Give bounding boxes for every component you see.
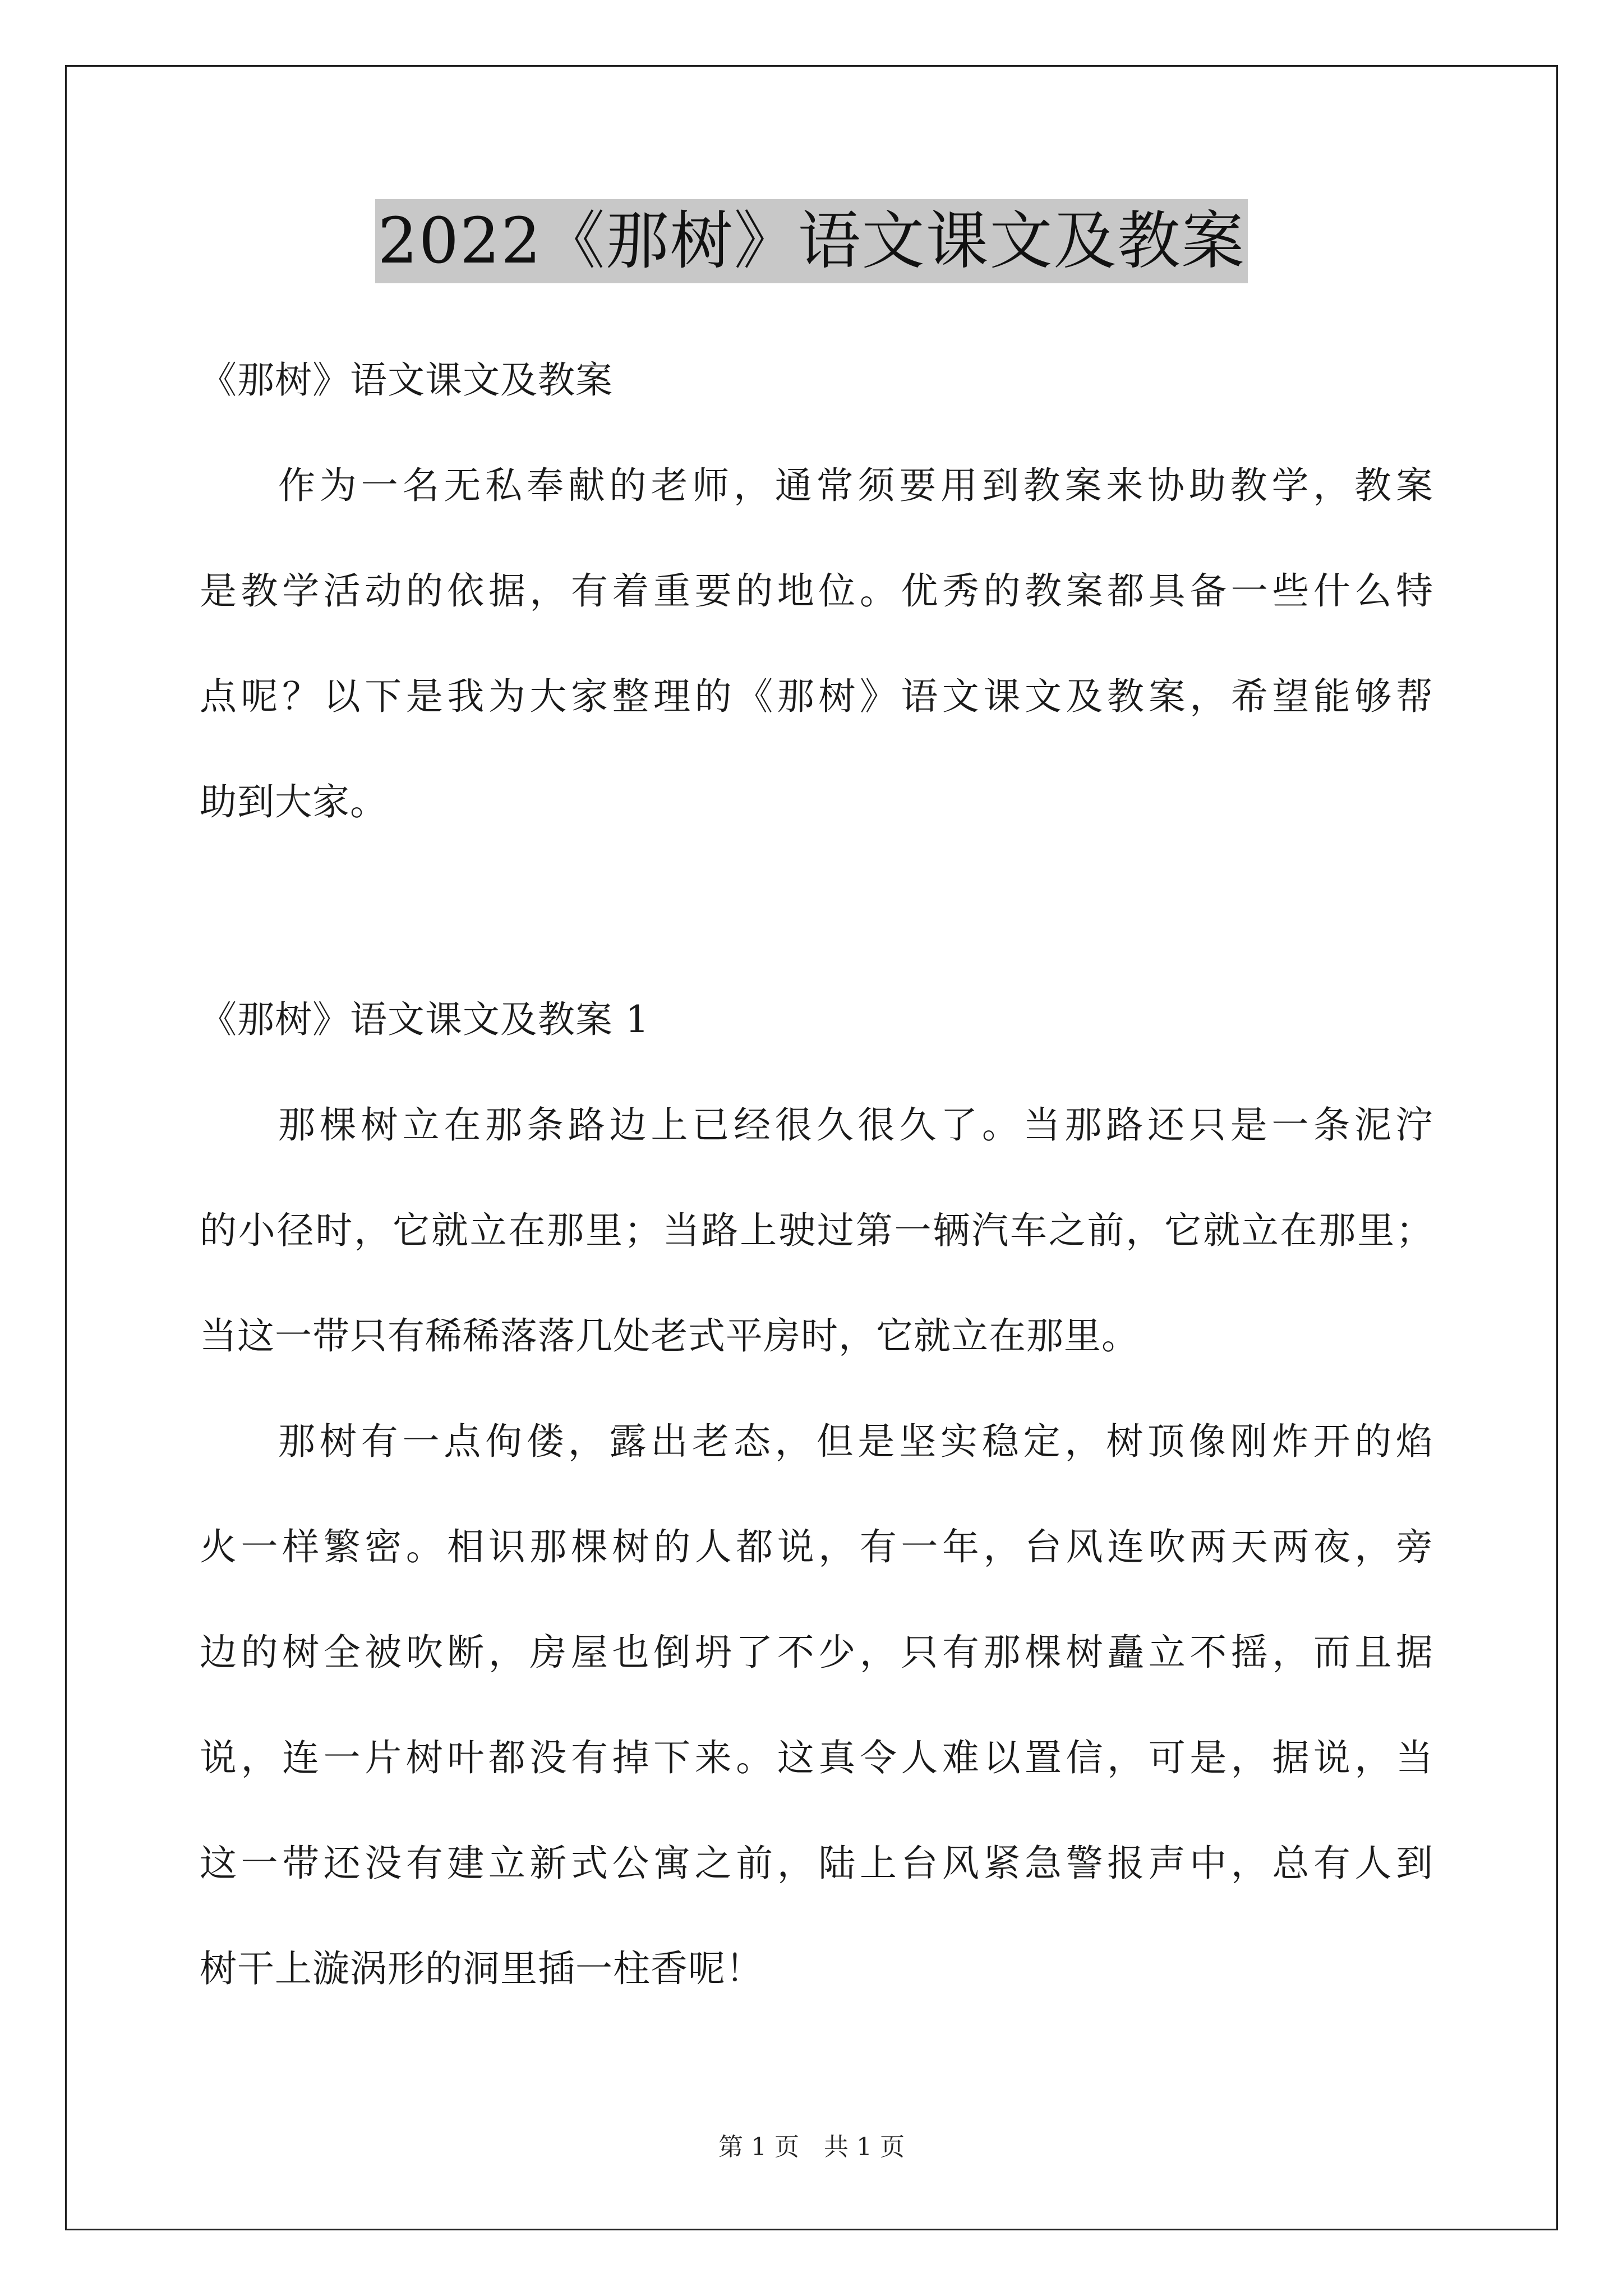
document-title: 2022《那树》语文课文及教案 <box>375 199 1247 283</box>
paragraph-line: 火一样繁密。相识那棵树的人都说，有一年，台风连吹两天两夜，旁 <box>200 1525 1433 1568</box>
paragraph-line: 那树有一点佝偻，露出老态，但是坚实稳定，树顶像刚炸开的焰 <box>278 1420 1433 1463</box>
paragraph-line: 当这一带只有稀稀落落几处老式平房时，它就立在那里。 <box>200 1314 1139 1358</box>
intro-line: 助到大家。 <box>200 780 388 823</box>
paragraph-line: 这一带还没有建立新式公寓之前，陆上台风紧急警报声中，总有人到 <box>200 1842 1433 1885</box>
paragraph-line: 那棵树立在那条路边上已经很久很久了。当那路还只是一条泥泞 <box>278 1103 1433 1147</box>
page-footer: 第 1 页 共 1 页 <box>718 2133 905 2161</box>
paragraph-line: 树干上漩涡形的洞里插一柱香呢！ <box>200 1947 763 1990</box>
title-container <box>0 199 1623 283</box>
section-heading: 《那树》语文课文及教案 1 <box>200 998 649 1041</box>
paragraph-line: 的小径时，它就立在那里；当路上驶过第一辆汽车之前，它就立在那里； <box>200 1209 1433 1252</box>
document-subtitle: 《那树》语文课文及教案 <box>200 358 613 402</box>
paragraph-line: 边的树全被吹断，房屋也倒坍了不少，只有那棵树矗立不摇，而且据 <box>200 1631 1433 1674</box>
intro-line: 作为一名无私奉献的老师，通常须要用到教案来协助教学，教案 <box>278 464 1433 507</box>
intro-line: 是教学活动的依据，有着重要的地位。优秀的教案都具备一些什么特 <box>200 569 1433 613</box>
intro-line: 点呢？以下是我为大家整理的《那树》语文课文及教案，希望能够帮 <box>200 675 1433 718</box>
paragraph-line: 说，连一片树叶都没有掉下来。这真令人难以置信，可是，据说，当 <box>200 1736 1433 1779</box>
